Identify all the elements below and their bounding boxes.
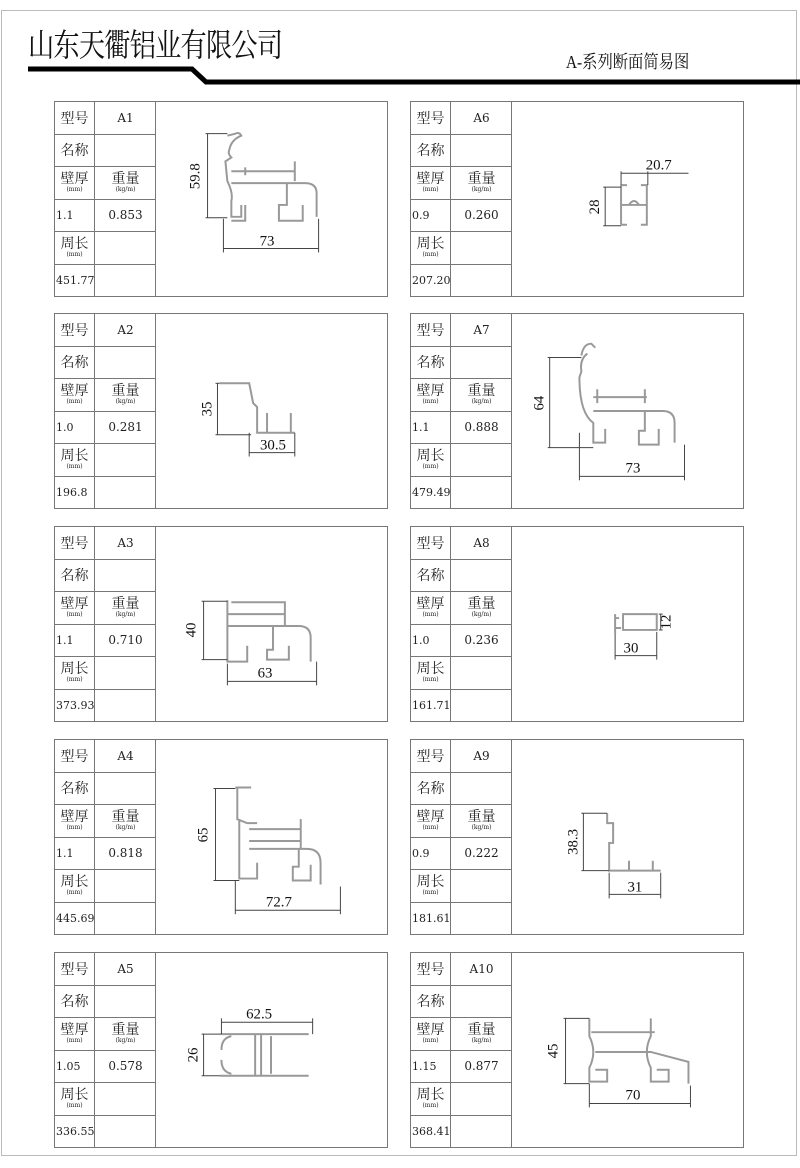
label-wall-thickness: 壁厚 (mm) — [55, 805, 95, 837]
row-headers — [55, 592, 155, 625]
label-wall-thickness: 壁厚 (mm) — [411, 379, 451, 411]
name-value — [95, 773, 156, 805]
width-dimension: 63 — [257, 665, 273, 682]
label-weight: 重量 (kg/m) — [111, 383, 140, 406]
profile-cross-section-drawing — [156, 314, 387, 508]
label-wall-thickness: 壁厚 (mm) — [55, 1018, 95, 1050]
row-perimeter-value — [55, 690, 155, 723]
spec-table — [55, 102, 156, 296]
row-perimeter-label — [411, 657, 511, 690]
catalog-subtitle: A-系列断面简易图 — [566, 52, 690, 72]
label-model: 型号 — [55, 953, 95, 985]
row-values — [55, 1051, 155, 1084]
perimeter-value: 207.20 — [411, 265, 451, 298]
label-wall-thickness: 壁厚 (mm) — [411, 592, 451, 624]
row-values — [411, 625, 511, 658]
weight-value: 0.260 — [464, 208, 499, 223]
label-model: 型号 — [411, 953, 451, 985]
model-value: A4 — [117, 748, 134, 763]
profile-card-a6 — [410, 101, 744, 297]
profile-card-a9 — [410, 739, 744, 935]
label-perimeter: 周长 (mm) — [55, 657, 95, 689]
profile-cross-section-drawing — [156, 527, 387, 721]
wall-thickness-value: 1.15 — [411, 1051, 451, 1083]
width-dimension: 30.5 — [259, 437, 286, 454]
row-perimeter-label — [55, 444, 155, 477]
perimeter-value: 196.8 — [55, 477, 95, 510]
name-value — [451, 135, 512, 167]
label-name: 名称 — [411, 986, 451, 1018]
width-dimension: 31 — [627, 879, 643, 896]
row-values — [55, 200, 155, 233]
name-value — [95, 347, 156, 379]
row-model — [411, 527, 511, 560]
model-value: A6 — [473, 110, 490, 125]
label-perimeter: 周长 (mm) — [55, 232, 95, 264]
name-value — [451, 986, 512, 1018]
perimeter-value: 479.49 — [411, 477, 451, 510]
row-values — [411, 838, 511, 871]
wall-thickness-value: 1.0 — [55, 412, 95, 444]
perimeter-value: 161.71 — [411, 690, 451, 723]
label-perimeter: 周长 (mm) — [55, 870, 95, 902]
profile-cross-section-drawing — [156, 102, 387, 296]
label-name: 名称 — [55, 773, 95, 805]
row-perimeter-value — [55, 1116, 155, 1149]
perimeter-value: 445.69 — [55, 903, 95, 936]
row-model — [411, 102, 511, 135]
profile-cross-section-drawing — [512, 953, 743, 1147]
label-weight: 重量 (kg/m) — [111, 1022, 140, 1045]
model-value: A7 — [473, 322, 490, 337]
label-perimeter: 周长 (mm) — [55, 444, 95, 476]
height-dimension: 26 — [185, 1047, 202, 1063]
row-perimeter-label — [411, 1083, 511, 1116]
label-wall-thickness: 壁厚 (mm) — [411, 1018, 451, 1050]
row-name — [55, 135, 155, 168]
row-model — [55, 102, 155, 135]
label-model: 型号 — [411, 740, 451, 772]
row-values — [55, 838, 155, 871]
wall-thickness-value: 1.1 — [411, 412, 451, 444]
row-perimeter-label — [411, 232, 511, 265]
row-name — [411, 135, 511, 168]
weight-value: 0.236 — [464, 633, 499, 648]
weight-value: 0.818 — [108, 846, 143, 861]
row-model — [411, 740, 511, 773]
name-value — [451, 347, 512, 379]
profile-cross-section-drawing — [512, 740, 743, 934]
wall-thickness-value: 1.1 — [55, 838, 95, 870]
row-model — [55, 527, 155, 560]
row-perimeter-label — [55, 1083, 155, 1116]
spec-table — [411, 102, 512, 296]
model-value: A2 — [117, 322, 134, 337]
name-value — [451, 773, 512, 805]
height-dimension: 35 — [199, 401, 216, 417]
height-dimension: 65 — [195, 827, 212, 843]
label-name: 名称 — [411, 135, 451, 167]
row-name — [55, 347, 155, 380]
row-headers — [411, 805, 511, 838]
label-name: 名称 — [411, 560, 451, 592]
height-dimension: 64 — [531, 395, 548, 411]
spec-table — [411, 740, 512, 934]
row-name — [411, 347, 511, 380]
width-dimension: 73 — [625, 460, 641, 477]
row-model — [55, 314, 155, 347]
profile-card-a7 — [410, 313, 744, 509]
width-dimension: 70 — [625, 1087, 641, 1104]
label-weight: 重量 (kg/m) — [111, 809, 140, 832]
weight-value: 0.222 — [464, 846, 499, 861]
height-dimension: 59.8 — [187, 163, 204, 190]
row-values — [411, 412, 511, 445]
spec-table — [55, 527, 156, 721]
spec-table — [55, 740, 156, 934]
label-wall-thickness: 壁厚 (mm) — [55, 167, 95, 199]
label-wall-thickness: 壁厚 (mm) — [411, 805, 451, 837]
wall-thickness-value: 1.0 — [411, 625, 451, 657]
row-perimeter-value — [55, 477, 155, 510]
wall-thickness-value: 1.1 — [55, 200, 95, 232]
profile-card-a10 — [410, 952, 744, 1148]
row-model — [411, 314, 511, 347]
profile-cross-section-drawing — [512, 102, 743, 296]
name-value — [95, 135, 156, 167]
row-perimeter-value — [55, 265, 155, 298]
label-model: 型号 — [411, 527, 451, 559]
profile-card-a3 — [54, 526, 388, 722]
height-dimension: 45 — [545, 1043, 562, 1059]
label-weight: 重量 (kg/m) — [467, 1022, 496, 1045]
label-wall-thickness: 壁厚 (mm) — [55, 379, 95, 411]
label-perimeter: 周长 (mm) — [55, 1083, 95, 1115]
row-perimeter-value — [411, 903, 511, 936]
row-name — [55, 773, 155, 806]
row-perimeter-value — [411, 265, 511, 298]
name-value — [451, 560, 512, 592]
weight-value: 0.281 — [108, 420, 143, 435]
row-model — [55, 953, 155, 986]
model-value: A3 — [117, 535, 134, 550]
row-name — [55, 986, 155, 1019]
height-dimension: 38.3 — [565, 828, 582, 855]
label-perimeter: 周长 (mm) — [411, 444, 451, 476]
row-headers — [411, 167, 511, 200]
profile-cross-section-drawing — [512, 314, 743, 508]
label-name: 名称 — [55, 986, 95, 1018]
label-weight: 重量 (kg/m) — [467, 809, 496, 832]
model-value: A9 — [473, 748, 490, 763]
row-headers — [55, 805, 155, 838]
row-perimeter-value — [411, 477, 511, 510]
label-model: 型号 — [411, 314, 451, 346]
company-name: 山东天衢铝业有限公司 — [28, 27, 283, 63]
row-model — [55, 740, 155, 773]
profile-card-a5 — [54, 952, 388, 1148]
label-wall-thickness: 壁厚 (mm) — [55, 592, 95, 624]
row-name — [411, 773, 511, 806]
model-value: A8 — [473, 535, 490, 550]
spec-table — [55, 314, 156, 508]
perimeter-value: 373.93 — [55, 690, 95, 723]
spec-table — [411, 953, 512, 1147]
row-values — [411, 200, 511, 233]
weight-value: 0.877 — [464, 1059, 499, 1074]
row-perimeter-label — [411, 444, 511, 477]
perimeter-value: 451.77 — [55, 265, 95, 298]
label-perimeter: 周长 (mm) — [411, 870, 451, 902]
label-weight: 重量 (kg/m) — [467, 383, 496, 406]
label-name: 名称 — [55, 560, 95, 592]
row-name — [411, 986, 511, 1019]
width-dimension: 62.5 — [246, 1006, 273, 1023]
model-value: A1 — [117, 110, 134, 125]
label-name: 名称 — [411, 773, 451, 805]
row-perimeter-value — [411, 1116, 511, 1149]
label-model: 型号 — [55, 527, 95, 559]
label-perimeter: 周长 (mm) — [411, 657, 451, 689]
label-model: 型号 — [55, 740, 95, 772]
perimeter-value: 368.41 — [411, 1116, 451, 1149]
height-dimension: 12 — [658, 614, 675, 630]
profile-cross-section-drawing — [156, 740, 387, 934]
row-values — [55, 412, 155, 445]
row-headers — [411, 379, 511, 412]
label-model: 型号 — [411, 102, 451, 134]
label-perimeter: 周长 (mm) — [411, 232, 451, 264]
row-perimeter-label — [55, 657, 155, 690]
row-perimeter-value — [55, 903, 155, 936]
height-dimension: 28 — [587, 199, 604, 215]
row-perimeter-label — [55, 870, 155, 903]
model-value: A5 — [117, 961, 134, 976]
row-values — [411, 1051, 511, 1084]
spec-table — [411, 314, 512, 508]
spec-table — [55, 953, 156, 1147]
profile-card-a1 — [54, 101, 388, 297]
row-name — [55, 560, 155, 593]
label-wall-thickness: 壁厚 (mm) — [411, 167, 451, 199]
profile-card-a8 — [410, 526, 744, 722]
row-name — [411, 560, 511, 593]
wall-thickness-value: 0.9 — [411, 200, 451, 232]
label-weight: 重量 (kg/m) — [467, 171, 496, 194]
label-perimeter: 周长 (mm) — [411, 1083, 451, 1115]
profile-cross-section-drawing — [156, 953, 387, 1147]
wall-thickness-value: 0.9 — [411, 838, 451, 870]
row-headers — [55, 1018, 155, 1051]
name-value — [95, 560, 156, 592]
label-name: 名称 — [411, 347, 451, 379]
width-dimension: 72.7 — [265, 894, 292, 911]
row-perimeter-label — [55, 232, 155, 265]
row-headers — [55, 379, 155, 412]
wall-thickness-value: 1.05 — [55, 1051, 95, 1083]
profile-card-a2 — [54, 313, 388, 509]
width-dimension: 73 — [259, 233, 275, 250]
row-perimeter-value — [411, 690, 511, 723]
wall-thickness-value: 1.1 — [55, 625, 95, 657]
perimeter-value: 181.61 — [411, 903, 451, 936]
row-headers — [55, 167, 155, 200]
label-weight: 重量 (kg/m) — [111, 596, 140, 619]
row-headers — [411, 592, 511, 625]
perimeter-value: 336.55 — [55, 1116, 95, 1149]
row-perimeter-label — [411, 870, 511, 903]
label-weight: 重量 (kg/m) — [111, 171, 140, 194]
label-name: 名称 — [55, 347, 95, 379]
width-dimension: 30 — [623, 640, 639, 657]
profile-card-a4 — [54, 739, 388, 935]
label-weight: 重量 (kg/m) — [467, 596, 496, 619]
header-rule — [0, 60, 800, 86]
width-dimension: 20.7 — [645, 157, 672, 174]
height-dimension: 40 — [183, 622, 200, 638]
row-model — [411, 953, 511, 986]
weight-value: 0.888 — [464, 420, 499, 435]
weight-value: 0.578 — [108, 1059, 143, 1074]
weight-value: 0.710 — [108, 633, 143, 648]
name-value — [95, 986, 156, 1018]
label-model: 型号 — [55, 102, 95, 134]
model-value: A10 — [469, 961, 494, 976]
label-model: 型号 — [55, 314, 95, 346]
row-headers — [411, 1018, 511, 1051]
weight-value: 0.853 — [108, 208, 143, 223]
row-values — [55, 625, 155, 658]
label-name: 名称 — [55, 135, 95, 167]
spec-table — [411, 527, 512, 721]
profile-cross-section-drawing — [512, 527, 743, 721]
